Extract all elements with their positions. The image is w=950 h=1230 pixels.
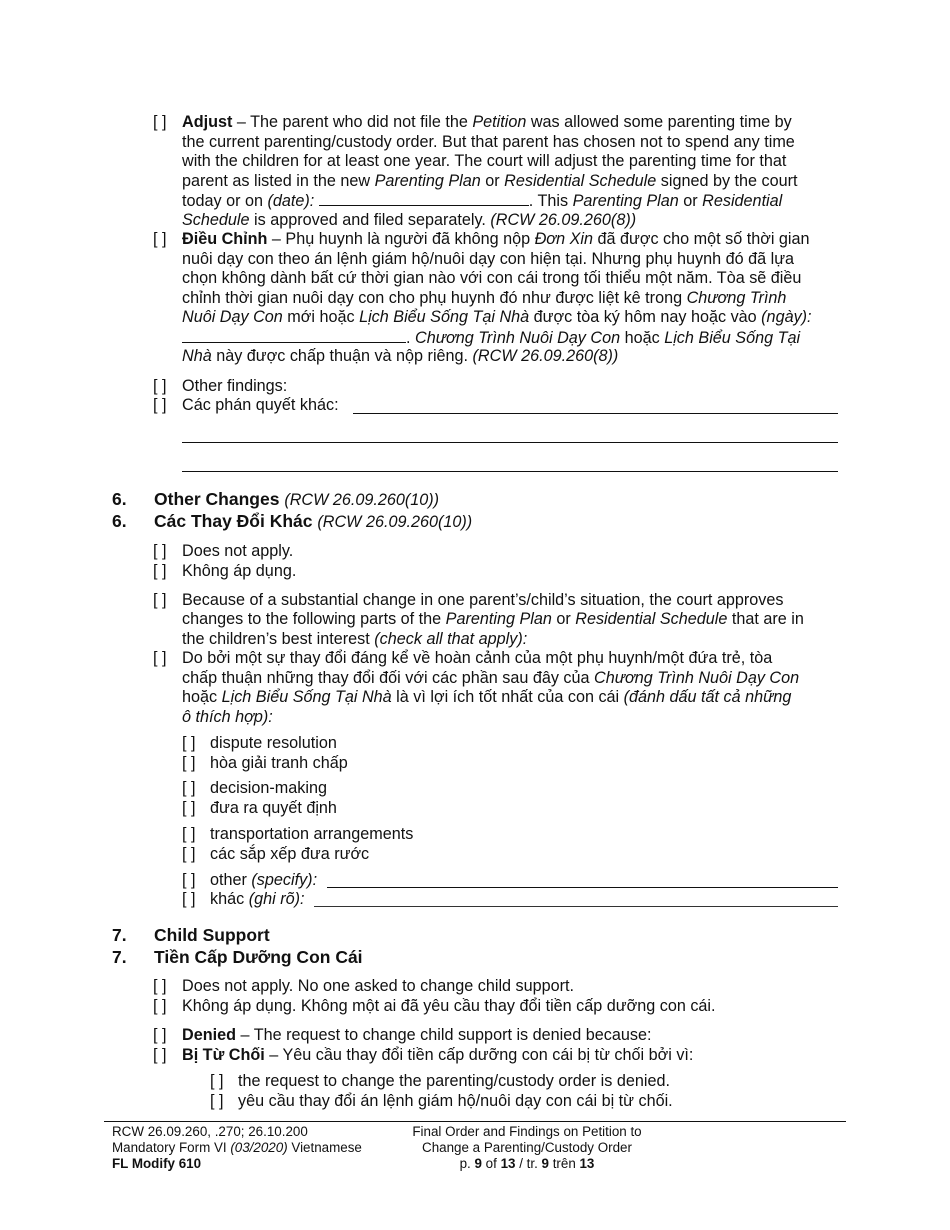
adjust-line-4: parent as listed in the new Parenting Plan or Residential Schedule signed by the court xyxy=(182,172,798,190)
denied-en: Denied – The request to change child support is denied because: xyxy=(182,1026,652,1044)
footer-title-2: Change a Parenting/Custody Order xyxy=(422,1140,632,1155)
footer-rcw: RCW 26.09.260, .270; 26.10.200 xyxy=(112,1124,308,1139)
dieu-chinh-line-6: . Chương Trình Nuôi Dạy Con hoặc Lịch Biểu Sống Tại xyxy=(182,328,800,348)
option-dispute-resolution: dispute resolution xyxy=(210,734,337,752)
footer-divider xyxy=(104,1121,846,1122)
option-other: other (specify): xyxy=(210,871,318,889)
adjust-line-3: with the children for at least one year. The court will adjust the parenting time for that xyxy=(182,152,787,170)
section-6-changes-en-3: the children’s best interest (check all that apply): xyxy=(182,630,528,648)
section-6-changes-en-2: changes to the following parts of the Parenting Plan or Residential Schedule that are in xyxy=(182,610,804,628)
adjust-line-5: today or on (date): . This Parenting Plan or Residential xyxy=(182,192,783,210)
checkbox-6-changes-vi[interactable]: [ ] xyxy=(153,649,167,667)
section-7-heading-vi: 7. Tiền Cấp Dưỡng Con Cái xyxy=(112,947,363,967)
dieu-chinh-line-1: Điều Chỉnh – Phụ huynh là người đã không nộp Đơn Xin đã được cho một số thời gian xyxy=(182,230,810,248)
option-dua-ruoc: các sắp xếp đưa rước xyxy=(210,845,370,863)
checkbox-6-na[interactable]: [ ] xyxy=(153,542,167,560)
section-6-changes-vi-2: chấp thuận những thay đổi đối với các phần sau đây của Chương Trình Nuôi Dạy Con xyxy=(182,669,800,687)
adjust-line-1: Adjust – The parent who did not file the Petition was allowed some parenting time by xyxy=(182,113,792,131)
checkbox-7-na-vi[interactable]: [ ] xyxy=(153,997,167,1015)
option-hoa-giai: hòa giải tranh chấp xyxy=(210,754,348,772)
checkbox-6-na-vi[interactable]: [ ] xyxy=(153,562,167,580)
section-6-heading-en: 6. Other Changes (RCW 26.09.260(10)) xyxy=(112,489,440,509)
date-field[interactable] xyxy=(319,191,529,206)
dieu-chinh-line-2: nuôi dạy con theo án lệnh giám hộ/nuôi dạy con hiện tại. Nhưng phụ huynh đó đã lựa xyxy=(182,250,795,268)
footer-title-1: Final Order and Findings on Petition to xyxy=(412,1124,642,1139)
option-khac: khác (ghi rõ): xyxy=(210,890,305,908)
checkbox-hoa-giai[interactable]: [ ] xyxy=(182,754,196,772)
checkbox-decision-making[interactable]: [ ] xyxy=(182,779,196,797)
footer-page-number: p. 9 of 13 / tr. 9 trên 13 xyxy=(459,1156,595,1171)
other-findings-line-2[interactable] xyxy=(182,442,838,443)
dieu-chinh-line-4: chỉnh thời gian nuôi dạy con cho phụ huynh đó như được liệt kê trong Chương Trình xyxy=(182,289,787,307)
checkbox-dispute-resolution[interactable]: [ ] xyxy=(182,734,196,752)
checkbox-reason-vi[interactable]: [ ] xyxy=(210,1092,224,1110)
other-findings-line-1[interactable] xyxy=(353,413,838,414)
checkbox-transportation[interactable]: [ ] xyxy=(182,825,196,843)
section-6-na-vi: Không áp dụng. xyxy=(182,562,297,580)
other-findings-label: Other findings: xyxy=(182,377,288,395)
section-6-heading-vi: 6. Các Thay Đổi Khác (RCW 26.09.260(10)) xyxy=(112,511,473,531)
checkbox-dua-ruoc[interactable]: [ ] xyxy=(182,845,196,863)
dieu-chinh-line-5: Nuôi Dạy Con mới hoặc Lịch Biểu Sống Tại Nhà được tòa ký hôm nay hoặc vào (ngày): xyxy=(182,308,812,326)
checkbox-adjust[interactable]: [ ] xyxy=(153,113,167,131)
option-transportation: transportation arrangements xyxy=(210,825,414,843)
khac-ghi-ro-field[interactable] xyxy=(314,906,838,907)
adjust-line-6: Schedule is approved and filed separately. (RCW 26.09.260(8)) xyxy=(182,211,637,229)
checkbox-cac-phan-quyet[interactable]: [ ] xyxy=(153,396,167,414)
checkbox-6-changes[interactable]: [ ] xyxy=(153,591,167,609)
cac-phan-quyet-label: Các phán quyết khác: xyxy=(182,396,339,414)
reason-vi: yêu cầu thay đổi án lệnh giám hộ/nuôi dạy con cái bị từ chối. xyxy=(238,1092,673,1110)
section-6-changes-vi-4: ô thích hợp): xyxy=(182,708,273,726)
ngay-field[interactable] xyxy=(182,328,406,343)
section-7-na-vi: Không áp dụng. Không một ai đã yêu cầu thay đổi tiền cấp dưỡng con cái. xyxy=(182,997,716,1015)
footer-form-code: FL Modify 610 xyxy=(112,1156,202,1171)
section-6-changes-en-1: Because of a substantial change in one parent’s/child’s situation, the court approves xyxy=(182,591,784,609)
checkbox-other-findings[interactable]: [ ] xyxy=(153,377,167,395)
other-specify-field[interactable] xyxy=(327,887,838,888)
denied-vi: Bị Từ Chối – Yêu cầu thay đổi tiền cấp dưỡng con cái bị từ chối bởi vì: xyxy=(182,1046,694,1064)
section-7-na-en: Does not apply. No one asked to change child support. xyxy=(182,977,575,995)
checkbox-dieu-chinh[interactable]: [ ] xyxy=(153,230,167,248)
section-7-heading-en: 7. Child Support xyxy=(112,925,270,945)
dieu-chinh-line-3: chọn không dành bất cứ thời gian nào với con cái trong tối thiểu một năm. Tòa sẽ điều xyxy=(182,269,802,287)
option-decision-making: decision-making xyxy=(210,779,327,797)
checkbox-other[interactable]: [ ] xyxy=(182,871,196,889)
section-6-na-en: Does not apply. xyxy=(182,542,294,560)
checkbox-bi-tu-choi[interactable]: [ ] xyxy=(153,1046,167,1064)
dieu-chinh-line-7: Nhà này được chấp thuận và nộp riêng. (RCW 26.09.260(8)) xyxy=(182,347,619,365)
section-6-changes-vi-1: Do bởi một sự thay đổi đáng kể về hoàn cảnh của một phụ huynh/một đứa trẻ, tòa xyxy=(182,649,773,667)
checkbox-reason-en[interactable]: [ ] xyxy=(210,1072,224,1090)
reason-en: the request to change the parenting/custody order is denied. xyxy=(238,1072,670,1090)
adjust-line-2: the current parenting/custody order. But that parent has chosen not to spend any time xyxy=(182,133,795,151)
checkbox-dua-ra-quyet-dinh[interactable]: [ ] xyxy=(182,799,196,817)
other-findings-line-3[interactable] xyxy=(182,471,838,472)
option-dua-ra-quyet-dinh: đưa ra quyết định xyxy=(210,799,337,817)
checkbox-7-na[interactable]: [ ] xyxy=(153,977,167,995)
section-6-changes-vi-3: hoặc Lịch Biểu Sống Tại Nhà là vì lợi ích tốt nhất của con cái (đánh dấu tất cả những xyxy=(182,688,792,706)
footer-form: Mandatory Form VI (03/2020) Vietnamese xyxy=(112,1140,362,1155)
checkbox-denied[interactable]: [ ] xyxy=(153,1026,167,1044)
checkbox-khac[interactable]: [ ] xyxy=(182,890,196,908)
